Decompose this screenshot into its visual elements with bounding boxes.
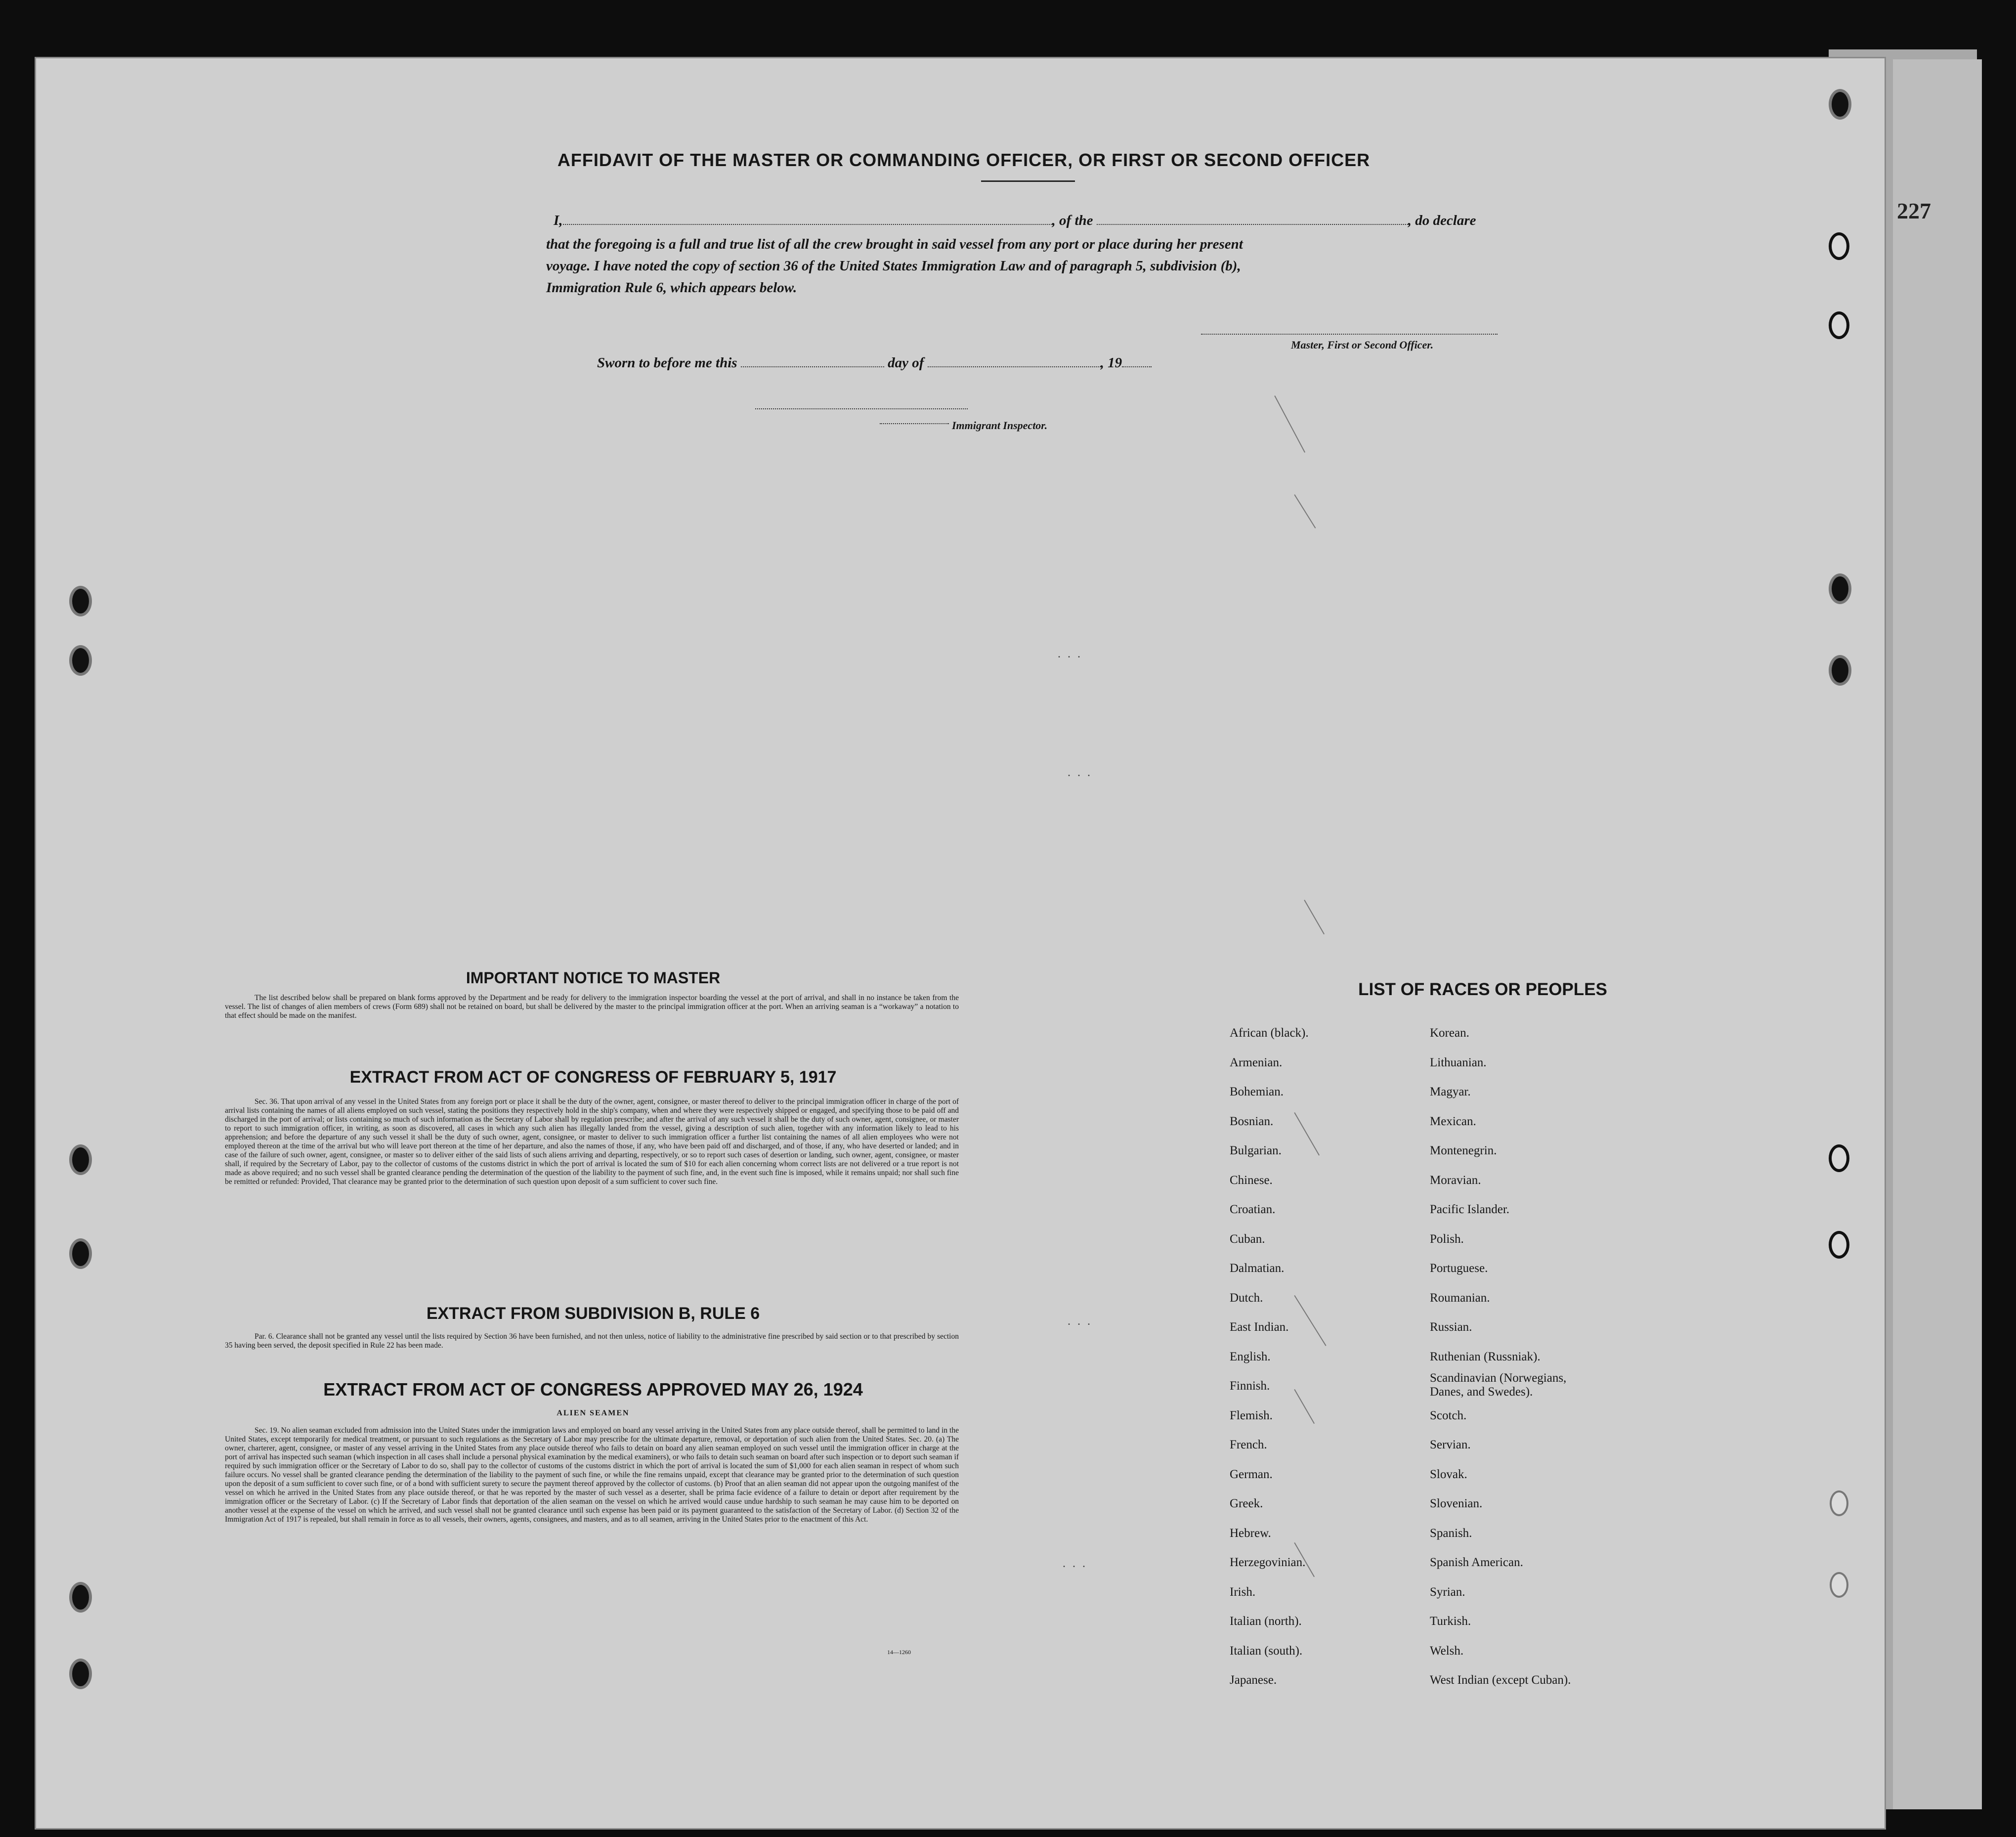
extract-1917-text: Sec. 36. That upon arrival of any vessel in the United States from any foreign port or place it shall be the duty of the owner, agent, consignee, or master thereof to deliver to the principal immigration officer in charge of the port of arrival lists containing the names of all aliens employed on such vessel, stating the positions they respectively hold in the ship's company, when and where they were respectively shipped or engaged, and specifying those to be paid off and discharged in the port of arrival; or lists containing so much of such information as the Secretary of Labor shall by regulation prescribe; and after the arrival of any such vessel it shall be the duty of such owner, agent, consignee, or master to report to such immigration officer, in writing, as soon as discovered, all cases in which any such alien has illegally landed from the vessel, giving a description of such alien, together with any information likely to lead to his apprehension; and before the departure of any such vessel it shall be the duty of such owner, agent, consignee, or master to deliver to such immigration officer a further list containing the names of all alien employees who were not employed thereon at the time of the arrival but who will leave port thereon at the time of her departure, and also the names of those, if any, who have been paid off and discharged, and of those, if any, who have deserted or landed; and in case of the failure of such owner, agent, consignee, or master so to deliver either of the said lists of such aliens arriving and departing, respectively, or so to report such cases of desertion or landing, such owner, agent, consignee, or master shall, if required by the Secretary of Labor, pay to the collector of customs of the customs district in which the port of arrival is located the sum of $10 for each alien concerning whom correct lists are not delivered or a true report is not made as above required; and no such vessel shall be granted clearance pending the determination of the question of the liability to the payment of such fine, and, in the event such fine is imposed, while it remains unpaid; nor shall such fine be remitted or refunded: Provided, That clearance may be granted prior to the determination of such question upon deposit of a sum sufficient to cover such fine. [225,1097,959,1186]
race-item: Ruthenian (Russniak). [1430,1350,1541,1363]
extract-rule6-title: EXTRACT FROM SUBDIVISION B, RULE 6 [426,1304,760,1323]
race-item: Greek. [1230,1497,1263,1510]
inspector-signature-label: Immigrant Inspector. [952,419,1048,432]
race-item: Croatian. [1230,1203,1276,1216]
race-item: Chinese. [1230,1173,1273,1187]
underlying-page-strip [1893,59,1982,1809]
race-item: Montenegrin. [1430,1144,1497,1157]
race-item: Turkish. [1430,1615,1471,1628]
extract-1917-title: EXTRACT FROM ACT OF CONGRESS OF FEBRUARY 5, 1917 [349,1068,837,1087]
race-item: English. [1230,1350,1271,1363]
extract-rule6-text: Par. 6. Clearance shall not be granted any vessel until the lists required by Section 36 have been furnished, and not then unless, notice of liability to the administrative fine prescribed by said section or to that prescribed by section 35 having been served, the deposit specified in Rule 22 has been made. [225,1332,959,1350]
ring-hole [1829,232,1849,260]
race-item: Scotch. [1430,1408,1467,1422]
race-item: Syrian. [1430,1585,1465,1599]
race-item: Italian (south). [1230,1644,1303,1658]
race-item: Bohemian. [1230,1085,1284,1098]
race-item: Lithuanian. [1430,1055,1487,1069]
sworn-year-field[interactable] [1122,366,1152,367]
race-item: Flemish. [1230,1408,1273,1422]
sworn-line [597,355,1152,371]
sworn-day-of: day of [888,355,924,371]
ring-hole [1830,1490,1848,1516]
race-item: Russian. [1430,1320,1472,1334]
ring-hole [1829,1144,1849,1172]
race-item: Welsh. [1430,1644,1464,1658]
race-item: African (black). [1230,1026,1309,1040]
ring-hole [1830,1572,1848,1598]
master-signature-label: Master, First or Second Officer. [1291,339,1434,351]
ring-hole [1829,311,1849,339]
extract-1924-text: Sec. 19. No alien seaman excluded from admission into the United States under the immigration laws and employed on board any vessel arriving in the United States from any place outside thereof, shall be permitted to land in the United States, except temporarily for medical treatment, or pursuant to such regulations as the Secretary of Labor may prescribe for the ultimate departure, removal, or deportation of such alien from the United States. Sec. 20. (a) The owner, charterer, agent, consignee, or master of any vessel arriving in the United States from any place outside thereof who fails to detain on board any alien seaman employed on such vessel until the immigration officer in charge at the port of arrival has inspected such seaman (which inspection in all cases shall include a personal physical examination by the medical examiners), or who fails to detain such seaman on board after such inspection or to deport such seaman if required by such immigration officer or the Secretary of Labor to do so, shall pay to the collector of customs of the customs district in which the port of arrival is located the sum of $1,000 for each alien seaman in respect of whom such failure occurs. No vessel shall be granted clearance pending the determination of the liability to the payment of such fine, or while the fine remains unpaid, except that clearance may be granted prior to the determination of such question upon the deposit of a sum sufficient to cover such fine, or of a bond with sufficient surety to secure the payment thereof approved by the collector of customs. (b) Proof that an alien seaman did not appear upon the outgoing manifest of the vessel on which he arrived in the United States from any place outside thereof, or that he was reported by the master of such vessel as a deserter, shall be prima facie evidence of a failure to detain or deport after requirement by the immigration officer or the Secretary of Labor. (c) If the Secretary of Labor finds that deportation of the alien seaman on the vessel on which he arrived would cause undue hardship to such seaman he may cause him to be deported on another vessel at the expense of the vessel on which he arrived, and such vessel shall not be granted clearance until such expense has been paid or its payment guaranteed to the satisfaction of the Secretary of Labor. (d) Section 32 of the Immigration Act of 1917 is repealed, but shall remain in force as to all vessels, their owners, agents, consignees, and masters, and as to all seamen, arriving in the United States prior to the enactment of this Act. [225,1426,959,1524]
extract-1924-title: EXTRACT FROM ACT OF CONGRESS APPROVED MAY 26, 1924 [323,1379,863,1400]
affidavit-line-2: that the foregoing is a full and true list of all the crew brought in said vessel from any port or place during her present [546,236,1243,252]
race-item: French. [1230,1438,1267,1451]
punch-hole [69,1659,92,1689]
notice-text: The list described below shall be prepared on blank forms approved by the Department and be ready for delivery to the immigration inspector boarding the vessel at the port of arrival, and shall in no instance be taken from the vessel. The list of changes of alien members of crews (Form 689) shall not be retained on board, but shall be delivered by the master to the principal immigration officer at the port. When an arriving seaman is a “workaway” a notation to that effect should be made on the manifest. [225,994,959,1020]
race-item: Dutch. [1230,1291,1263,1305]
of-the-label: , of the [1052,213,1093,228]
sworn-year-label: , 19 [1100,355,1122,371]
race-item: Finnish. [1230,1379,1270,1393]
race-item: Armenian. [1230,1055,1283,1069]
declarant-name-field[interactable] [563,224,1052,225]
sworn-day-field[interactable] [741,366,884,367]
race-item: Moravian. [1430,1173,1481,1187]
inspector-signature-underline [880,423,949,424]
race-item: German. [1230,1467,1273,1481]
races-left-column [1230,1018,1309,1695]
race-item: Hebrew. [1230,1526,1271,1540]
races-right-column [1430,1018,1598,1695]
notice-title: IMPORTANT NOTICE TO MASTER [466,969,721,987]
race-item: Slovak. [1430,1467,1467,1481]
affidavit-line-4: Immigration Rule 6, which appears below. [546,280,797,296]
faint-dots: ... [1063,1557,1092,1570]
vessel-name-field[interactable] [1097,224,1408,225]
page-number: 227 [1897,198,1931,223]
affidavit-line-1 [554,213,1476,229]
race-item: Servian. [1430,1438,1471,1451]
inspector-signature-field[interactable] [755,408,968,409]
race-item: Scandinavian (Norwegians, Danes, and Swedes). [1430,1371,1567,1399]
master-signature-field[interactable] [1201,334,1498,335]
affidavit-line-3: voyage. I have noted the copy of section 36 of the United States Immigration Law and of paragraph 5, subdivision (b), [546,258,1241,274]
declarant-prefix: I, [554,213,563,228]
punch-hole [1829,89,1851,120]
punch-hole [69,586,92,616]
faint-dots: ... [1068,1315,1097,1328]
race-item: Spanish American. [1430,1556,1523,1569]
affidavit-title: AFFIDAVIT OF THE MASTER OR COMMANDING OFFICER, OR FIRST OR SECOND OFFICER [557,150,1371,170]
race-item: Bosnian. [1230,1114,1274,1128]
sworn-month-field[interactable] [928,366,1101,367]
race-item: Italian (north). [1230,1615,1302,1628]
race-item: Herzegovinian. [1230,1556,1306,1569]
declare-label: , do declare [1408,213,1476,228]
faint-dots: ... [1058,648,1087,660]
race-item: Spanish. [1430,1526,1472,1540]
races-title: LIST OF RACES OR PEOPLES [1358,980,1607,999]
race-item: Mexican. [1430,1114,1476,1128]
punch-hole [69,645,92,676]
race-item: Korean. [1430,1026,1469,1040]
form-sheet [35,57,1886,1830]
punch-hole [1829,573,1851,604]
race-item: Cuban. [1230,1232,1265,1246]
form-number: 14—1260 [887,1649,911,1656]
race-item: Roumanian. [1430,1291,1490,1305]
race-item: Irish. [1230,1585,1256,1599]
race-item: Polish. [1430,1232,1464,1246]
race-item: Portuguese. [1430,1262,1488,1275]
race-item: Dalmatian. [1230,1262,1285,1275]
ring-hole [1829,1231,1849,1259]
extract-1924-subtitle: ALIEN SEAMEN [557,1409,630,1417]
punch-hole [69,1144,92,1175]
race-item: West Indian (except Cuban). [1430,1673,1571,1687]
faint-dots: ... [1068,766,1097,779]
title-divider [981,180,1075,182]
punch-hole [69,1582,92,1613]
sworn-prefix: Sworn to before me this [597,355,737,371]
race-item: Bulgarian. [1230,1144,1282,1157]
race-item: Japanese. [1230,1673,1277,1687]
race-item: Slovenian. [1430,1497,1483,1510]
punch-hole [69,1238,92,1269]
punch-hole [1829,655,1851,686]
race-item: Magyar. [1430,1085,1471,1098]
race-item: Pacific Islander. [1430,1203,1510,1216]
race-item: East Indian. [1230,1320,1289,1334]
